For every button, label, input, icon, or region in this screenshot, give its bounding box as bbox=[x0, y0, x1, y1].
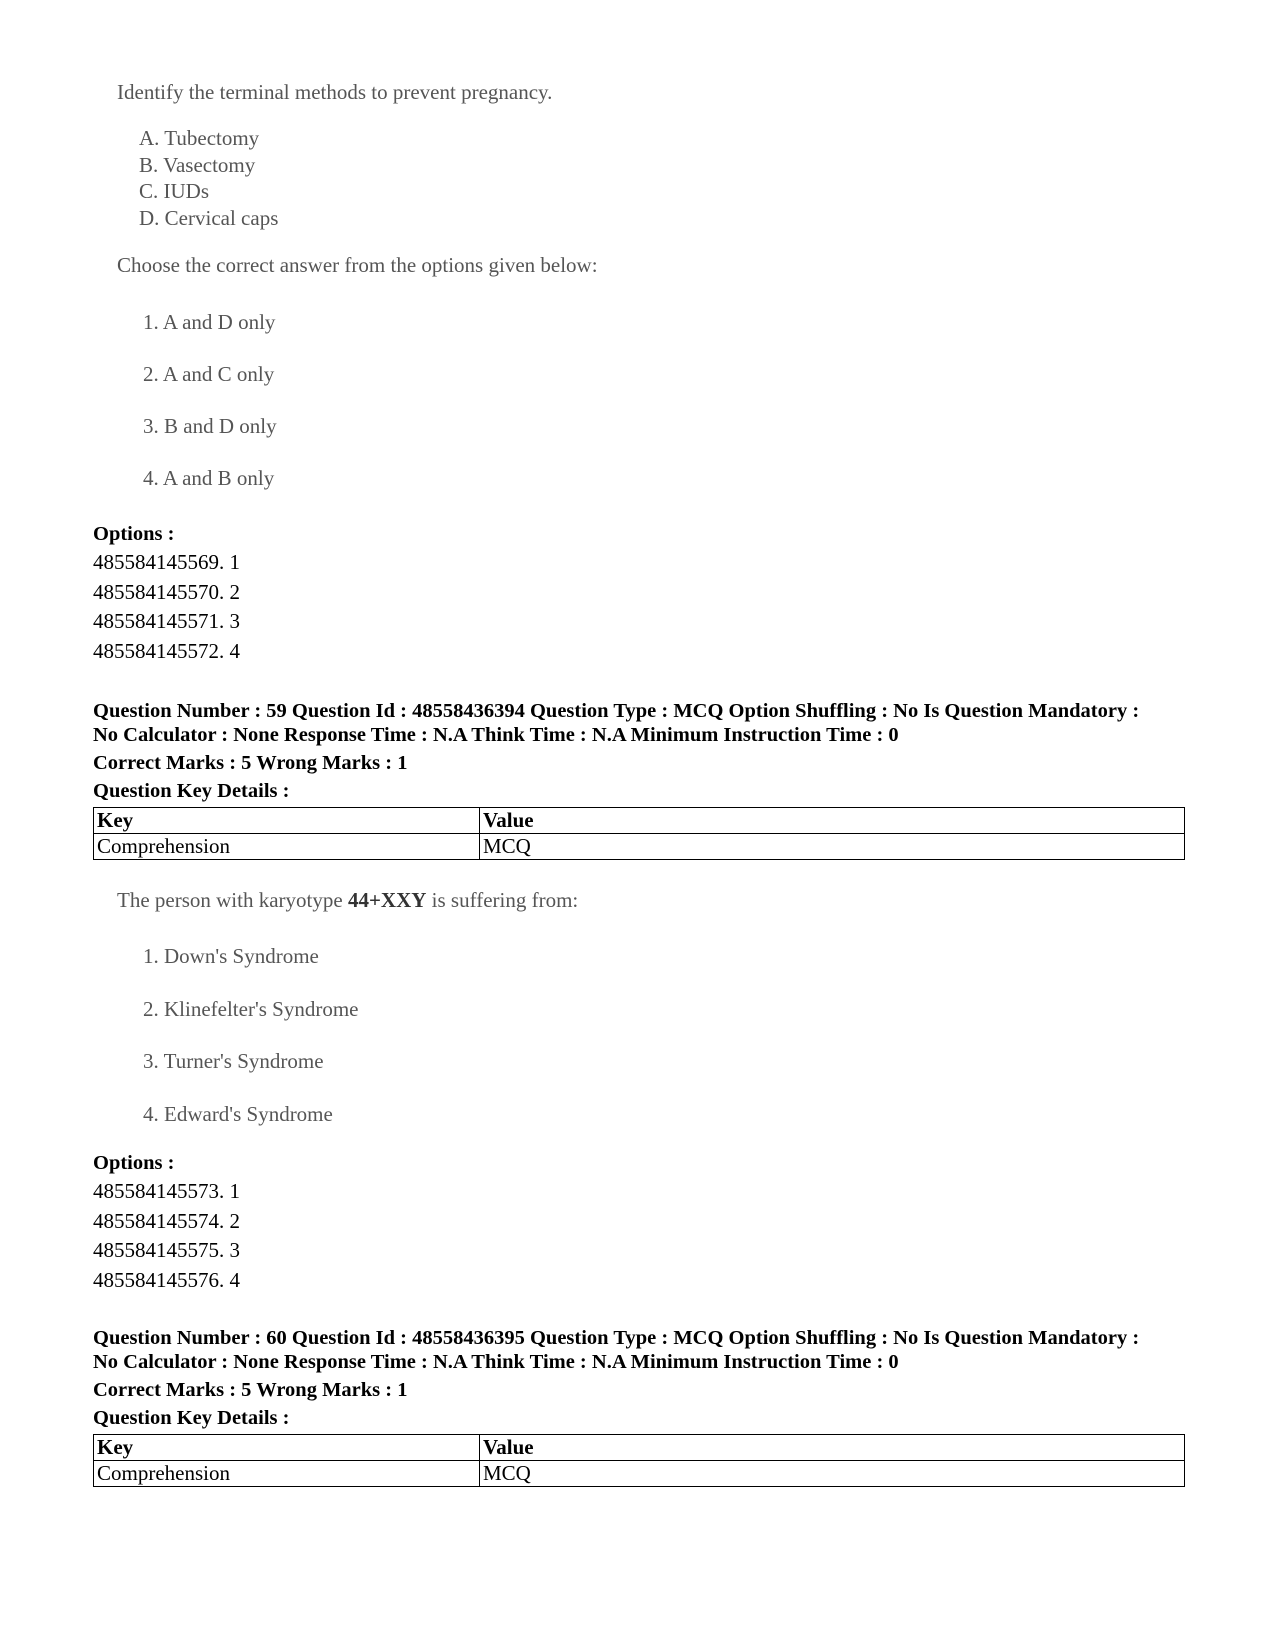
question-meta-line: Question Number : 59 Question Id : 48558436394 Question Type : MCQ Option Shuffling : No Is Question Mandatory : bbox=[93, 700, 1140, 722]
q59-options bbox=[93, 1150, 240, 1295]
q58-choice: 2. A and C only bbox=[143, 362, 275, 386]
q58-statement: A. Tubectomy bbox=[139, 126, 260, 150]
q58-choice: 3. B and D only bbox=[143, 414, 277, 438]
option-item: 485584145573. 1 bbox=[93, 1179, 240, 1203]
table-cell-value: MCQ bbox=[480, 834, 1185, 860]
table-header-row bbox=[94, 808, 1185, 834]
q59-meta bbox=[93, 699, 1139, 803]
q59-stem-suffix: is suffering from: bbox=[426, 888, 579, 912]
table-cell-value: MCQ bbox=[480, 1461, 1185, 1487]
question-marks: Correct Marks : 5 Wrong Marks : 1 bbox=[93, 752, 408, 774]
option-item: 485584145575. 3 bbox=[93, 1238, 240, 1262]
q58-options bbox=[93, 521, 240, 666]
question-meta-line: No Calculator : None Response Time : N.A Think Time : N.A Minimum Instruction Time : 0 bbox=[93, 724, 899, 746]
question-key-details-label: Question Key Details : bbox=[93, 1407, 290, 1429]
q58-statement: D. Cervical caps bbox=[139, 205, 279, 230]
question-key-details-label: Question Key Details : bbox=[93, 780, 290, 802]
q59-choices bbox=[117, 930, 578, 1140]
q58-statement: C. IUDs bbox=[139, 179, 210, 203]
options-label: Options : bbox=[93, 1152, 175, 1174]
q58-question-image bbox=[117, 80, 598, 504]
table-header-row bbox=[94, 1435, 1185, 1461]
q59-choice: 2. Klinefelter's Syndrome bbox=[143, 996, 359, 1021]
q59-choice: 3. Turner's Syndrome bbox=[143, 1049, 324, 1073]
table-header-key: Key bbox=[94, 1435, 480, 1461]
table-row bbox=[94, 834, 1185, 860]
q59-stem-prefix: The person with karyotype bbox=[117, 888, 348, 912]
q59-choice: 4. Edward's Syndrome bbox=[143, 1101, 333, 1126]
q59-stem bbox=[117, 888, 578, 913]
table-header-value: Value bbox=[480, 1435, 1185, 1461]
question-marks: Correct Marks : 5 Wrong Marks : 1 bbox=[93, 1379, 408, 1401]
option-item: 485584145570. 2 bbox=[93, 579, 240, 604]
table-header-key: Key bbox=[94, 808, 480, 834]
q60-key-table bbox=[93, 1434, 1185, 1487]
question-meta-line: Question Number : 60 Question Id : 48558436395 Question Type : MCQ Option Shuffling : No Is Question Mandatory : bbox=[93, 1327, 1140, 1349]
option-item: 485584145576. 4 bbox=[93, 1267, 240, 1292]
q58-choose-text: Choose the correct answer from the options given below: bbox=[117, 253, 598, 277]
q59-question-image bbox=[117, 888, 578, 1140]
options-label: Options : bbox=[93, 523, 175, 545]
option-item: 485584145572. 4 bbox=[93, 638, 240, 663]
q58-statements bbox=[117, 125, 598, 231]
table-header-value: Value bbox=[480, 808, 1185, 834]
table-cell-key: Comprehension bbox=[94, 834, 480, 860]
q58-choices bbox=[117, 296, 598, 504]
q58-statement: B. Vasectomy bbox=[139, 152, 256, 177]
q59-key-table bbox=[93, 807, 1185, 860]
q58-stem: Identify the terminal methods to prevent pregnancy. bbox=[117, 80, 553, 104]
q58-choice: 4. A and B only bbox=[143, 466, 275, 490]
question-meta-line: No Calculator : None Response Time : N.A Think Time : N.A Minimum Instruction Time : 0 bbox=[93, 1351, 899, 1373]
option-item: 485584145574. 2 bbox=[93, 1208, 240, 1233]
table-row bbox=[94, 1461, 1185, 1487]
q58-choice: 1. A and D only bbox=[143, 310, 276, 334]
option-item: 485584145569. 1 bbox=[93, 550, 240, 574]
option-item: 485584145571. 3 bbox=[93, 609, 240, 633]
q59-stem-karyotype: 44+XXY bbox=[347, 888, 427, 912]
q59-choice: 1. Down's Syndrome bbox=[143, 944, 319, 968]
table-cell-key: Comprehension bbox=[94, 1461, 480, 1487]
q60-meta bbox=[93, 1326, 1139, 1430]
